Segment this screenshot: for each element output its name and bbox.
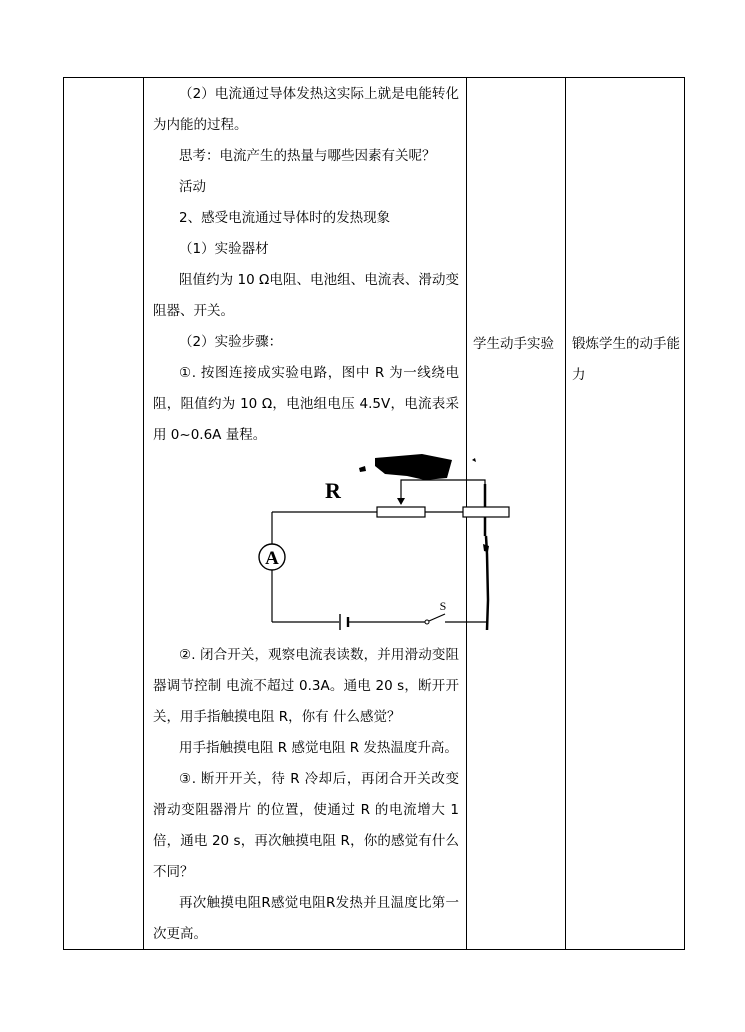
- paragraph-energy-conversion: （2）电流通过导体发热这实际上就是电能转化为内能的过程。: [153, 86, 459, 133]
- paragraph-equipment-heading: （1）实验器材: [179, 241, 269, 257]
- student-activity-text: 学生动手实验: [473, 336, 554, 352]
- paragraph-step-2-answer: 用手指触摸电阻 R 感觉电阻 R 发热温度升高。: [179, 740, 458, 756]
- resistor-symbol: [377, 507, 425, 517]
- paragraph-think: 思考：电流产生的热量与哪些因素有关呢？: [179, 148, 436, 164]
- stage-cell: [64, 78, 144, 950]
- switch-label: S: [439, 599, 447, 613]
- paragraph-step-1: ①. 按图连接成实验电路，图中 R 为一线绕电阻，阻值约为 10 Ω，电池组电压 4.5V，电流表采用 0~0.6A 量程。: [153, 365, 459, 443]
- content-cell: [144, 78, 467, 950]
- paragraph-activity: 活动: [179, 179, 206, 195]
- paragraph-equipment: 阻值约为 10 Ω电阻、电池组、电流表、滑动变阻器、开关。: [153, 272, 459, 319]
- paragraph-step-3: ③. 断开开关，待 R 冷却后，再闭合开关改变滑动变阻器滑片 的位置，使通过 R 的电流增大 1 倍，通电 20 s，再次触摸电阻 R，你的感觉有什么不同？: [153, 771, 459, 880]
- scan-smudge: [359, 466, 366, 472]
- ammeter-label: A: [265, 548, 279, 569]
- scan-smudge: [375, 454, 452, 480]
- paragraph-step-3-answer: 再次触摸电阻R感觉电阻R发热并且温度比第一次更高。: [153, 895, 459, 942]
- switch-blade: [429, 614, 445, 621]
- lesson-table: [63, 77, 685, 950]
- student-activity-cell: [467, 78, 566, 950]
- resistor-label: R: [325, 478, 341, 503]
- switch-contact: [425, 620, 429, 624]
- paragraph-step-2: ②. 闭合开关，观察电流表读数，并用滑动变阻器调节控制 电流不超过 0.3A。通电 20 s，断开开关，用手指触摸电阻 R，你有 什么感觉？: [153, 647, 459, 725]
- paragraph-steps-heading: （2）实验步骤：: [179, 334, 283, 350]
- slider-arrow: [397, 498, 405, 505]
- paragraph-activity-title: 2、感受电流通过导体时的发热现象: [179, 210, 391, 226]
- design-intent-cell: [566, 78, 685, 950]
- design-intent-text: 锻炼学生的动手能力: [572, 336, 680, 383]
- table-row: [64, 78, 685, 950]
